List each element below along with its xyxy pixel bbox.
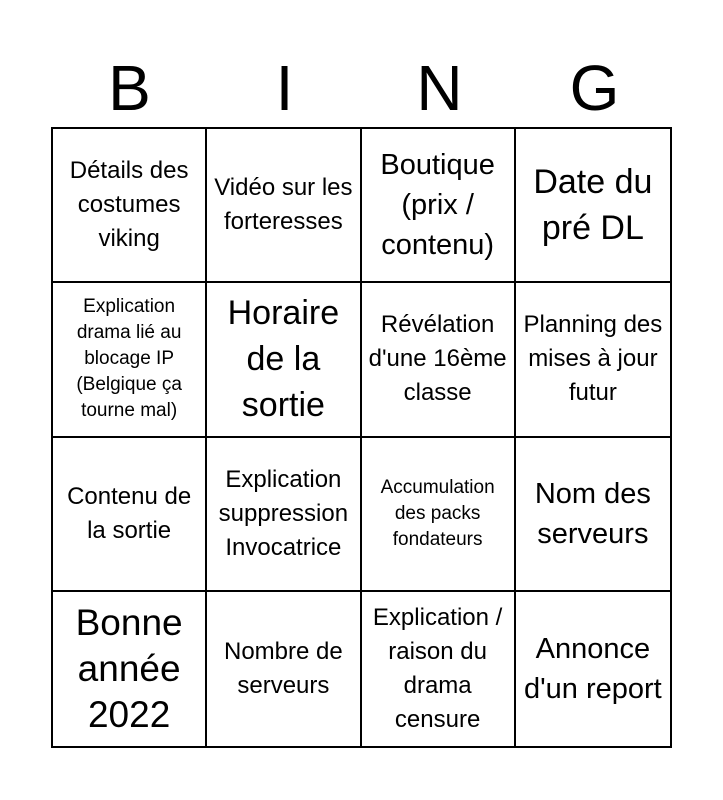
bingo-cell-text: Planning des mises à jour futur xyxy=(523,311,663,407)
header-letter-i: I xyxy=(275,52,294,124)
bingo-cell[interactable] xyxy=(207,438,361,592)
bingo-cell-text: Nom des serveurs xyxy=(534,477,651,550)
header-letter-n: N xyxy=(416,52,463,124)
bingo-cell-text: Explication / raison du drama censure xyxy=(372,603,503,733)
bingo-cell-text: Horaire de la sortie xyxy=(227,294,340,425)
bingo-header xyxy=(52,52,672,124)
bingo-cell[interactable] xyxy=(207,592,361,746)
bingo-cell[interactable] xyxy=(516,438,670,592)
bingo-cell[interactable] xyxy=(362,438,516,592)
bingo-cell-text: Détails des costumes viking xyxy=(69,157,189,253)
bingo-cell-text: Explication suppression Invocatrice xyxy=(218,465,349,561)
bingo-cell[interactable] xyxy=(53,283,207,437)
bingo-cell-text: Vidéo sur les forteresses xyxy=(214,174,353,236)
bingo-cell-text: Accumulation des packs fondateurs xyxy=(380,476,495,550)
bingo-cell-text: Bonne année 2022 xyxy=(75,601,183,735)
bingo-cell-text: Nombre de serveurs xyxy=(224,637,343,699)
bingo-cell[interactable] xyxy=(362,592,516,746)
bingo-cell[interactable] xyxy=(516,592,670,746)
bingo-cell[interactable] xyxy=(207,283,361,437)
bingo-cell-text: Contenu de la sortie xyxy=(67,482,192,544)
bingo-cell-text: Annonce d'un report xyxy=(524,632,662,705)
bingo-grid xyxy=(51,127,672,748)
bingo-cell[interactable] xyxy=(362,129,516,283)
bingo-cell[interactable] xyxy=(53,129,207,283)
bingo-cell[interactable] xyxy=(516,129,670,283)
bingo-cell[interactable] xyxy=(53,592,207,746)
bingo-cell-text: Boutique (prix / contenu) xyxy=(380,149,495,262)
bingo-cell[interactable] xyxy=(362,283,516,437)
bingo-cell[interactable] xyxy=(53,438,207,592)
header-letter-g: G xyxy=(569,52,620,124)
bingo-cell-text: Explication drama lié au blocage IP (Belgique ça tourne mal) xyxy=(76,296,182,422)
bingo-cell[interactable] xyxy=(516,283,670,437)
bingo-cell-text: Date du pré DL xyxy=(533,163,653,248)
header-letter-b: B xyxy=(108,52,151,124)
bingo-cell-text: Révélation d'une 16ème classe xyxy=(368,311,507,407)
bingo-cell[interactable] xyxy=(207,129,361,283)
